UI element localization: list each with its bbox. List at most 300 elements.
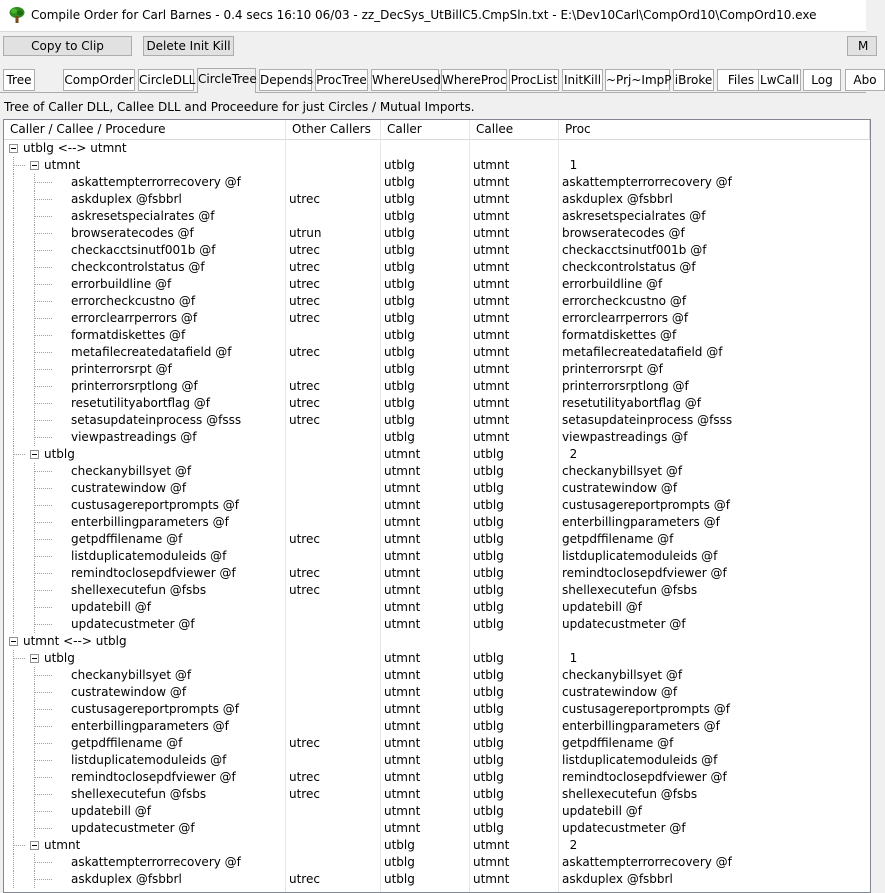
tree-row-procedure[interactable] <box>4 327 870 344</box>
caller-cell: utblg <box>384 175 415 189</box>
other-callers-cell <box>286 174 380 191</box>
tab-abo[interactable]: Abo <box>845 69 885 91</box>
caller-cell: utmnt <box>384 702 421 716</box>
proc-cell: custratewindow @f <box>562 685 678 699</box>
tree-cell <box>4 429 285 446</box>
title-bar <box>0 0 866 32</box>
proc-cell: custusagereportprompts @f <box>562 498 730 512</box>
caller-cell: utblg <box>384 838 415 852</box>
tree-row-procedure[interactable] <box>4 735 870 752</box>
other-callers-cell: utrec <box>289 583 320 597</box>
caller-cell: utblg <box>384 260 415 274</box>
tree-connector <box>35 794 52 795</box>
caller-cell: utmnt <box>384 600 421 614</box>
other-callers-cell: utrec <box>289 311 320 325</box>
callee-cell: utblg <box>473 515 504 529</box>
tree-connector <box>13 735 14 752</box>
other-callers-cell <box>286 480 380 497</box>
delete-init-kill-button[interactable]: Delete Init Kill <box>143 36 234 56</box>
tab-ibroke[interactable]: iBroke <box>673 69 714 91</box>
proc-cell <box>559 140 870 157</box>
tree-label: getpdffilename @f <box>71 532 183 546</box>
tree-cell <box>4 293 285 310</box>
tab-whereused[interactable]: WhereUsed <box>371 69 439 91</box>
proc-cell: metafilecreatedatafield @f <box>562 345 723 359</box>
callee-cell: utblg <box>473 753 504 767</box>
tree-connector <box>13 480 14 497</box>
tree-row-procedure[interactable] <box>4 361 870 378</box>
tree-row-procedure[interactable] <box>4 701 870 718</box>
tree-connector <box>13 514 14 531</box>
proc-cell: updatebill @f <box>562 804 642 818</box>
other-callers-cell <box>286 548 380 565</box>
tree-connector <box>35 403 52 404</box>
tree-cell <box>4 548 285 565</box>
callee-cell: utblg <box>473 532 504 546</box>
tree-connector <box>13 752 14 769</box>
tree-cell <box>4 871 285 888</box>
tree-row-procedure[interactable] <box>4 242 870 259</box>
caller-cell: utblg <box>384 294 415 308</box>
other-callers-cell: utrun <box>289 226 322 240</box>
tree-cell <box>4 497 285 514</box>
proc-cell: listduplicatemoduleids @f <box>562 753 718 767</box>
other-callers-cell <box>286 208 380 225</box>
tree-connector <box>35 233 52 234</box>
tree-connector <box>35 369 52 370</box>
header-caller[interactable]: Caller <box>381 120 470 139</box>
tree-label: errorcheckcustno @f <box>71 294 196 308</box>
other-callers-cell <box>286 650 380 667</box>
tree-row-dll[interactable] <box>4 446 870 463</box>
tree-connector <box>13 786 14 803</box>
tree-cell <box>4 837 285 854</box>
tab-strip <box>0 67 877 95</box>
other-callers-cell: utrec <box>289 413 320 427</box>
caller-cell: utblg <box>384 277 415 291</box>
tree-row-procedure[interactable] <box>4 667 870 684</box>
tree-row-procedure[interactable] <box>4 480 870 497</box>
tree-connector <box>13 174 14 191</box>
tab-description: Tree of Caller DLL, Callee DLL and Proceedure for just Circles / Mutual Imports. <box>4 100 475 114</box>
caller-cell <box>381 633 469 650</box>
tree-connector <box>35 284 52 285</box>
tree-row-procedure[interactable] <box>4 582 870 599</box>
other-callers-cell <box>286 157 380 174</box>
tree-label: custusagereportprompts @f <box>71 498 239 512</box>
tree-label: checkacctsinutf001b @f <box>71 243 216 257</box>
proc-cell: remindtoclosepdfviewer @f <box>562 566 727 580</box>
proc-cell: checkacctsinutf001b @f <box>562 243 707 257</box>
tree-label: listduplicatemoduleids @f <box>71 549 227 563</box>
callee-cell: utmnt <box>473 872 510 886</box>
proc-cell: askduplex @fsbbrl <box>562 192 673 206</box>
callee-cell: utblg <box>473 549 504 563</box>
tree-connector <box>13 276 14 293</box>
tree-connector <box>35 675 52 676</box>
tree-cell <box>4 208 285 225</box>
tree-label: shellexecutefun @fsbs <box>71 787 207 801</box>
callee-cell: utmnt <box>473 277 510 291</box>
other-callers-cell: utrec <box>289 294 320 308</box>
callee-cell: utmnt <box>473 430 510 444</box>
tree-connector <box>35 301 52 302</box>
proc-cell: remindtoclosepdfviewer @f <box>562 770 727 784</box>
collapse-toggle-icon[interactable] <box>30 450 39 459</box>
other-callers-cell: utrec <box>289 260 320 274</box>
tree-cell <box>4 157 285 174</box>
tree-cell <box>4 361 285 378</box>
tree-label: remindtoclosepdfviewer @f <box>71 566 236 580</box>
tree-label: custusagereportprompts @f <box>71 702 239 716</box>
tree-row-procedure[interactable] <box>4 531 870 548</box>
tree-cell <box>4 701 285 718</box>
tree-row-procedure[interactable] <box>4 412 870 429</box>
callee-cell <box>470 140 558 157</box>
tree-cell <box>4 276 285 293</box>
proc-cell: updatecustmeter @f <box>562 821 686 835</box>
tree-connector <box>13 616 14 633</box>
tree-row-procedure[interactable] <box>4 429 870 446</box>
caller-cell: utblg <box>384 872 415 886</box>
proc-cell: getpdffilename @f <box>562 736 674 750</box>
tree-cell <box>4 854 285 871</box>
tree-connector <box>35 828 52 829</box>
other-callers-cell: utrec <box>289 396 320 410</box>
tree-connector <box>35 777 52 778</box>
callee-cell: utblg <box>473 736 504 750</box>
tree-connector <box>35 879 52 880</box>
tree-connector <box>13 378 14 395</box>
tree-cell <box>4 633 285 650</box>
other-callers-cell: utrec <box>289 770 320 784</box>
tree-label: printerrorsrpt @f <box>71 362 172 376</box>
proc-cell: browseratecodes @f <box>562 226 685 240</box>
tree-label: custratewindow @f <box>71 685 187 699</box>
collapse-toggle-icon[interactable] <box>30 161 39 170</box>
tree-row-procedure[interactable] <box>4 276 870 293</box>
tree-connector <box>35 760 52 761</box>
tree-row-procedure[interactable] <box>4 599 870 616</box>
tree-cell <box>4 820 285 837</box>
tree-row-procedure[interactable] <box>4 616 870 633</box>
tree-row-procedure[interactable] <box>4 497 870 514</box>
callee-cell: utblg <box>473 787 504 801</box>
caller-cell: utblg <box>384 209 415 223</box>
tree-cell <box>4 259 285 276</box>
proc-cell: checkanybillsyet @f <box>562 668 683 682</box>
tree-row-procedure[interactable] <box>4 191 870 208</box>
other-callers-cell: utrec <box>289 566 320 580</box>
tree-row-procedure[interactable] <box>4 718 870 735</box>
tree-row-procedure[interactable] <box>4 684 870 701</box>
proc-cell: custratewindow @f <box>562 481 678 495</box>
tree-row-procedure[interactable] <box>4 310 870 327</box>
other-callers-cell <box>286 820 380 837</box>
tree-connector <box>13 259 14 276</box>
tree-row-dll[interactable] <box>4 157 870 174</box>
caller-cell: utblg <box>384 158 415 172</box>
tree-row-procedure[interactable] <box>4 548 870 565</box>
callee-cell: utmnt <box>473 175 510 189</box>
callee-cell: utmnt <box>473 260 510 274</box>
tree-label: updatecustmeter @f <box>71 821 195 835</box>
tree-connector <box>13 242 14 259</box>
other-callers-cell <box>286 327 380 344</box>
tree-label: utblg <box>44 447 75 461</box>
header-callee[interactable]: Callee <box>470 120 559 139</box>
tree-label: askduplex @fsbbrl <box>71 872 182 886</box>
tree-connector <box>35 539 52 540</box>
tree-cell <box>4 531 285 548</box>
proc-cell: checkcontrolstatus @f <box>562 260 696 274</box>
tree-connector <box>35 573 52 574</box>
tree-connector <box>35 743 52 744</box>
header-caller-callee-procedure[interactable]: Caller / Callee / Procedure <box>4 120 286 139</box>
tree-label: printerrorsrptlong @f <box>71 379 198 393</box>
tree-row-procedure[interactable] <box>4 565 870 582</box>
tree-label: utblg <--> utmnt <box>23 141 127 155</box>
callee-cell: utmnt <box>473 311 510 325</box>
caller-cell: utblg <box>384 855 415 869</box>
tab-lwcall[interactable]: LwCall <box>758 69 801 91</box>
tree-connector <box>13 225 14 242</box>
tree-label: shellexecutefun @fsbs <box>71 583 207 597</box>
callee-cell: utmnt <box>473 345 510 359</box>
tree-connector <box>14 845 25 846</box>
other-callers-cell <box>286 361 380 378</box>
callee-cell: utblg <box>473 447 504 461</box>
header-other-callers[interactable]: Other Callers <box>286 120 381 139</box>
tree-row-circle[interactable] <box>4 140 870 157</box>
tree-connector <box>13 361 14 378</box>
tree-cell <box>4 395 285 412</box>
tree-connector <box>13 548 14 565</box>
tab-circledll[interactable]: CircleDLL <box>138 69 194 91</box>
tree-connector <box>35 811 52 812</box>
tree-label: resetutilityabortflag @f <box>71 396 211 410</box>
other-callers-cell <box>286 752 380 769</box>
tab-depends[interactable]: Depends <box>259 69 312 91</box>
tree-cell <box>4 650 285 667</box>
tab-tree[interactable]: Tree <box>3 69 35 91</box>
tree-row-procedure[interactable] <box>4 259 870 276</box>
tree-row-procedure[interactable] <box>4 208 870 225</box>
tree-connector <box>13 871 14 888</box>
caller-cell: utmnt <box>384 498 421 512</box>
tree-connector <box>35 692 52 693</box>
tree-connector <box>35 199 52 200</box>
tree-label: askresetspecialrates @f <box>71 209 215 223</box>
tab-whereproc[interactable]: WhereProc <box>441 69 507 91</box>
tree-connector <box>35 709 52 710</box>
tree-row-procedure[interactable] <box>4 803 870 820</box>
caller-cell: utblg <box>384 430 415 444</box>
tree-row-procedure[interactable] <box>4 395 870 412</box>
other-callers-cell <box>286 718 380 735</box>
other-callers-cell <box>286 599 380 616</box>
tree-label: utblg <box>44 651 75 665</box>
tree-label: listduplicatemoduleids @f <box>71 753 227 767</box>
tree-row-procedure[interactable] <box>4 871 870 888</box>
proc-cell: checkanybillsyet @f <box>562 464 683 478</box>
callee-cell: utblg <box>473 617 504 631</box>
tree-connector <box>14 165 25 166</box>
callee-cell: utmnt <box>473 158 510 172</box>
caller-cell: utblg <box>384 396 415 410</box>
other-callers-cell <box>286 140 380 157</box>
tree-connector <box>13 769 14 786</box>
window-title: Compile Order for Carl Barnes - 0.4 secs 16:10 06/03 - zz_DecSys_UtBillC5.CmpSln.txt - E:\Dev10Carl\CompOrd10\CompOrd10.exe <box>31 8 817 22</box>
circle-tree-list[interactable] <box>3 119 871 893</box>
tree-connector <box>13 854 14 871</box>
tree-label: formatdiskettes @f <box>71 328 186 342</box>
collapse-toggle-icon[interactable] <box>30 654 39 663</box>
tree-cell <box>4 242 285 259</box>
other-callers-cell <box>286 803 380 820</box>
tree-connector <box>13 208 14 225</box>
tree-cell <box>4 140 285 157</box>
callee-cell: utblg <box>473 821 504 835</box>
tree-row-procedure[interactable] <box>4 174 870 191</box>
tree-connector <box>35 318 52 319</box>
caller-cell: utmnt <box>384 447 421 461</box>
tree-connector <box>13 820 14 837</box>
more-button[interactable]: M <box>847 36 877 56</box>
caller-cell: utmnt <box>384 566 421 580</box>
tab-circletree[interactable]: CircleTree <box>197 68 256 93</box>
tree-cell <box>4 565 285 582</box>
tab-proctree[interactable]: ProcTree <box>315 69 368 91</box>
caller-cell: utmnt <box>384 617 421 631</box>
tab-proclist[interactable]: ProcList <box>509 69 559 91</box>
proc-cell: askresetspecialrates @f <box>562 209 706 223</box>
caller-cell: utblg <box>384 345 415 359</box>
tree-row-procedure[interactable] <box>4 344 870 361</box>
caller-cell: utmnt <box>384 787 421 801</box>
caller-cell: utblg <box>384 243 415 257</box>
proc-cell: getpdffilename @f <box>562 532 674 546</box>
other-callers-cell <box>286 497 380 514</box>
tree-label: setasupdateinprocess @fsss <box>71 413 242 427</box>
tree-row-procedure[interactable] <box>4 786 870 803</box>
proc-cell: resetutilityabortflag @f <box>562 396 702 410</box>
caller-cell: utmnt <box>384 651 421 665</box>
callee-cell: utblg <box>473 583 504 597</box>
tree-row-procedure[interactable] <box>4 854 870 871</box>
tree-connector <box>13 327 14 344</box>
tree-connector <box>35 471 52 472</box>
callee-cell: utmnt <box>473 379 510 393</box>
header-proc[interactable]: Proc <box>559 120 870 139</box>
tree-row-dll[interactable] <box>4 837 870 854</box>
tab-initkill[interactable]: InitKill <box>562 69 603 91</box>
tree-label: errorclearrperrors @f <box>71 311 198 325</box>
caller-cell: utmnt <box>384 753 421 767</box>
tree-connector <box>35 862 52 863</box>
caller-cell: utblg <box>384 413 415 427</box>
tree-row-procedure[interactable] <box>4 820 870 837</box>
tree-cell <box>4 514 285 531</box>
tree-row-procedure[interactable] <box>4 378 870 395</box>
other-callers-cell: utrec <box>289 277 320 291</box>
proc-cell: askattempterrorrecovery @f <box>562 855 732 869</box>
callee-cell: utblg <box>473 804 504 818</box>
caller-cell: utmnt <box>384 583 421 597</box>
tree-row-circle[interactable] <box>4 633 870 650</box>
tree-row-procedure[interactable] <box>4 514 870 531</box>
callee-cell: utblg <box>473 566 504 580</box>
caller-cell: utmnt <box>384 736 421 750</box>
tree-label: utmnt <box>44 838 81 852</box>
proc-cell: listduplicatemoduleids @f <box>562 549 718 563</box>
callee-cell: utmnt <box>473 396 510 410</box>
tree-connector <box>13 412 14 429</box>
tree-row-procedure[interactable] <box>4 225 870 242</box>
tab-prj-impp[interactable]: ~Prj~ImpP <box>605 69 670 91</box>
tree-connector <box>13 667 14 684</box>
tree-label: checkanybillsyet @f <box>71 464 192 478</box>
collapse-toggle-icon[interactable] <box>30 841 39 850</box>
tree-rows <box>4 140 870 888</box>
tree-cell <box>4 718 285 735</box>
tree-row-procedure[interactable] <box>4 769 870 786</box>
tree-row-dll[interactable] <box>4 650 870 667</box>
other-callers-cell <box>286 701 380 718</box>
proc-cell: enterbillingparameters @f <box>562 515 720 529</box>
tab-files[interactable]: Files <box>717 69 765 91</box>
tree-connector <box>13 310 14 327</box>
other-callers-cell: utrec <box>289 787 320 801</box>
tree-row-procedure[interactable] <box>4 463 870 480</box>
tree-connector <box>13 344 14 361</box>
callee-cell: utblg <box>473 770 504 784</box>
tree-cell <box>4 446 285 463</box>
copy-to-clip-button[interactable]: Copy to Clip <box>3 36 132 56</box>
other-callers-cell: utrec <box>289 192 320 206</box>
tab-strip-border <box>0 92 866 93</box>
collapse-toggle-icon[interactable] <box>9 144 18 153</box>
caller-cell: utmnt <box>384 685 421 699</box>
tree-connector <box>35 250 52 251</box>
proc-cell: 1 <box>562 651 578 665</box>
caller-cell: utblg <box>384 226 415 240</box>
caller-cell: utmnt <box>384 719 421 733</box>
proc-cell: errorclearrperrors @f <box>562 311 689 325</box>
tab-log[interactable]: Log <box>803 69 841 91</box>
collapse-toggle-icon[interactable] <box>9 637 18 646</box>
tree-row-procedure[interactable] <box>4 752 870 769</box>
tree-label: enterbillingparameters @f <box>71 719 229 733</box>
caller-cell: utblg <box>384 311 415 325</box>
tab-comporder[interactable]: CompOrder <box>63 69 135 91</box>
proc-cell: errorcheckcustno @f <box>562 294 687 308</box>
callee-cell: utmnt <box>473 294 510 308</box>
tree-label: checkanybillsyet @f <box>71 668 192 682</box>
caller-cell: utblg <box>384 328 415 342</box>
column-header <box>4 120 870 140</box>
other-callers-cell: utrec <box>289 379 320 393</box>
proc-cell: errorbuildline @f <box>562 277 663 291</box>
tree-row-procedure[interactable] <box>4 293 870 310</box>
callee-cell: utmnt <box>473 243 510 257</box>
tree-cell <box>4 735 285 752</box>
proc-cell: askduplex @fsbbrl <box>562 872 673 886</box>
tree-cell <box>4 599 285 616</box>
tree-connector <box>13 293 14 310</box>
tree-connector <box>35 182 52 183</box>
proc-cell: updatecustmeter @f <box>562 617 686 631</box>
